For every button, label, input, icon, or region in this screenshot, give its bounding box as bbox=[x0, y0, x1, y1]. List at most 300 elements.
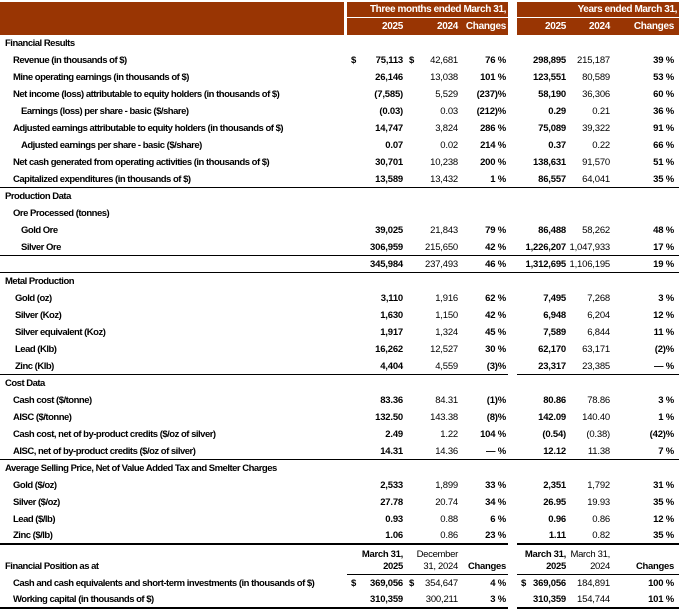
group-gap bbox=[508, 154, 517, 171]
section-row bbox=[0, 460, 679, 477]
col-header-q2025: 2025 bbox=[381, 21, 403, 32]
group-gap bbox=[508, 205, 517, 222]
value-text: 4 % bbox=[490, 578, 506, 589]
row-label: Capitalized expenditures (in thousands of $) bbox=[0, 171, 347, 188]
data-row bbox=[0, 86, 679, 103]
value-text: (212)% bbox=[476, 106, 506, 117]
value-cell bbox=[460, 443, 508, 460]
row-label: AISC, net of by-product credits ($/oz of silver) bbox=[0, 443, 347, 460]
value-text: (1)% bbox=[486, 395, 506, 406]
group-gap bbox=[508, 290, 517, 307]
value-cell bbox=[347, 494, 405, 511]
value-cell bbox=[568, 494, 612, 511]
value-text: 12 % bbox=[653, 310, 674, 321]
value-cell bbox=[612, 239, 679, 256]
value-cell bbox=[460, 409, 508, 426]
value-cell bbox=[568, 256, 612, 273]
col-header-q2024: 2024 bbox=[436, 21, 458, 32]
row-label: Silver ($/oz) bbox=[13, 497, 60, 508]
section-row bbox=[0, 35, 679, 52]
value-text: 26,146 bbox=[375, 72, 403, 83]
value-cell bbox=[568, 592, 612, 609]
value-cell bbox=[460, 392, 508, 409]
row-label: Mine operating earnings (in thousands of $) bbox=[13, 72, 189, 83]
value-text: (7,585) bbox=[374, 89, 403, 100]
value-text: 26.95 bbox=[543, 497, 566, 508]
value-cell bbox=[405, 86, 460, 103]
fp-col-line: December bbox=[416, 549, 458, 560]
value-cell bbox=[405, 290, 460, 307]
value-text: 0.03 bbox=[440, 106, 458, 117]
value-text: 123,551 bbox=[533, 72, 566, 83]
value-cell bbox=[568, 477, 612, 494]
value-cell bbox=[405, 171, 460, 188]
data-row bbox=[0, 222, 679, 239]
value-cell bbox=[517, 290, 568, 307]
row-label: Cash cost ($/tonne) bbox=[13, 395, 92, 406]
value-cell bbox=[347, 290, 405, 307]
value-text: — % bbox=[486, 445, 506, 457]
value-cell bbox=[460, 239, 508, 256]
value-cell bbox=[405, 324, 460, 341]
value-cell bbox=[568, 392, 612, 409]
value-cell bbox=[517, 443, 568, 460]
row-label bbox=[0, 256, 347, 273]
value-text: 4,404 bbox=[380, 360, 403, 372]
value-text: 3 % bbox=[658, 395, 674, 406]
row-label: Gold (oz) bbox=[15, 293, 52, 304]
data-row bbox=[0, 137, 679, 154]
data-row bbox=[0, 494, 679, 511]
header-group-quarter bbox=[347, 2, 508, 35]
value-cell bbox=[347, 392, 405, 409]
value-cell bbox=[405, 358, 460, 375]
value-cell bbox=[517, 592, 568, 609]
value-cell bbox=[460, 290, 508, 307]
row-label: Silver Ore bbox=[0, 239, 347, 256]
value-text: 310,359 bbox=[533, 594, 566, 605]
value-text: 19 % bbox=[653, 258, 674, 270]
value-cell bbox=[347, 222, 405, 239]
value-cell bbox=[460, 511, 508, 528]
value-cell bbox=[517, 426, 568, 443]
value-text: 7,495 bbox=[543, 293, 566, 304]
value-cell bbox=[568, 69, 612, 86]
data-row bbox=[0, 103, 679, 120]
value-text: 6,948 bbox=[543, 310, 566, 321]
value-cell bbox=[612, 528, 679, 545]
value-text: 4,559 bbox=[435, 360, 458, 372]
value-text: 1,226,207 bbox=[525, 241, 566, 253]
value-cell bbox=[517, 137, 568, 154]
value-text: 3,110 bbox=[380, 293, 403, 304]
value-cell bbox=[460, 103, 508, 120]
value-cell bbox=[612, 103, 679, 120]
value-text: 0.82 bbox=[592, 530, 610, 541]
value-text: 2,351 bbox=[543, 480, 566, 491]
financial-position-body bbox=[0, 575, 679, 609]
value-cell bbox=[517, 103, 568, 120]
value-cell bbox=[612, 409, 679, 426]
value-text: 2,533 bbox=[380, 480, 403, 491]
value-text: (8)% bbox=[486, 412, 506, 423]
group-gap bbox=[508, 443, 517, 460]
value-text: 0.88 bbox=[440, 514, 458, 525]
value-text: 100 % bbox=[648, 578, 674, 589]
value-text: 91,570 bbox=[582, 157, 610, 168]
value-text: 86,488 bbox=[538, 225, 566, 236]
value-cell bbox=[568, 290, 612, 307]
value-text: 10,238 bbox=[430, 157, 458, 168]
value-text: 79 % bbox=[485, 225, 506, 236]
value-cell bbox=[347, 171, 405, 188]
section-row bbox=[0, 188, 679, 205]
value-text: 1,047,933 bbox=[569, 241, 610, 253]
value-text: 64,041 bbox=[582, 173, 610, 185]
fp-col-qchanges bbox=[460, 545, 508, 575]
value-text: 23 % bbox=[485, 530, 506, 541]
value-cell bbox=[612, 171, 679, 188]
row-label: AISC ($/tonne) bbox=[13, 412, 72, 423]
group-gap bbox=[508, 545, 517, 575]
value-cell bbox=[568, 575, 612, 592]
value-cell bbox=[405, 307, 460, 324]
value-text: 80,589 bbox=[582, 72, 610, 83]
value-cell bbox=[568, 171, 612, 188]
value-cell bbox=[405, 592, 460, 609]
value-text: (2)% bbox=[654, 344, 674, 355]
col-header-ychanges: Changes bbox=[633, 21, 674, 32]
value-cell bbox=[347, 341, 405, 358]
value-cell bbox=[517, 120, 568, 137]
value-cell bbox=[612, 137, 679, 154]
value-text: 39,025 bbox=[375, 225, 403, 236]
group-gap bbox=[508, 137, 517, 154]
year-group-title: Years ended March 31, bbox=[517, 2, 679, 18]
value-cell bbox=[460, 52, 508, 69]
value-cell bbox=[460, 477, 508, 494]
value-cell bbox=[568, 341, 612, 358]
value-cell bbox=[517, 222, 568, 239]
value-cell bbox=[612, 52, 679, 69]
value-text: 1.11 bbox=[548, 530, 566, 541]
value-text: 86,557 bbox=[538, 173, 566, 185]
value-text: 3 % bbox=[658, 293, 674, 304]
value-text: 3,824 bbox=[435, 123, 458, 134]
value-cell bbox=[612, 392, 679, 409]
value-cell bbox=[568, 137, 612, 154]
value-text: 369,056 bbox=[370, 578, 403, 589]
fp-col-line: Changes bbox=[467, 561, 506, 572]
value-text: 14,747 bbox=[375, 123, 403, 134]
value-cell bbox=[405, 239, 460, 256]
data-row bbox=[0, 358, 679, 375]
value-text: 214 % bbox=[480, 140, 506, 151]
value-cell bbox=[405, 426, 460, 443]
value-text: (0.38) bbox=[586, 429, 610, 440]
value-cell bbox=[347, 120, 405, 137]
value-text: 17 % bbox=[653, 241, 674, 253]
value-cell bbox=[405, 575, 460, 592]
group-gap bbox=[508, 358, 517, 375]
value-text: 45 % bbox=[485, 327, 506, 338]
value-cell bbox=[517, 511, 568, 528]
value-cell bbox=[517, 575, 568, 592]
value-cell bbox=[568, 511, 612, 528]
value-cell bbox=[405, 120, 460, 137]
value-cell bbox=[347, 205, 405, 222]
value-text: 13,038 bbox=[430, 72, 458, 83]
row-label: Gold Ore bbox=[21, 225, 58, 236]
value-text: 21,843 bbox=[430, 225, 458, 236]
value-text: 0.07 bbox=[385, 140, 403, 151]
value-cell bbox=[517, 341, 568, 358]
table-header-band bbox=[0, 2, 679, 35]
row-label: Working capital (in thousands of $) bbox=[0, 592, 347, 609]
row-label: Gold ($/oz) bbox=[13, 480, 57, 491]
value-cell bbox=[568, 409, 612, 426]
value-text: 6 % bbox=[490, 514, 506, 525]
value-cell bbox=[517, 86, 568, 103]
group-gap bbox=[508, 307, 517, 324]
value-text: 6,204 bbox=[587, 310, 610, 321]
value-cell bbox=[517, 392, 568, 409]
value-text: 11.38 bbox=[587, 445, 610, 457]
value-text: 27.78 bbox=[380, 497, 403, 508]
value-cell bbox=[347, 426, 405, 443]
value-text: 34 % bbox=[485, 497, 506, 508]
data-row bbox=[0, 575, 679, 592]
value-text: 1 % bbox=[490, 173, 506, 185]
fp-col-line: March 31, bbox=[570, 549, 610, 560]
group-gap bbox=[508, 120, 517, 137]
row-label: Silver (Koz) bbox=[15, 310, 62, 321]
value-cell bbox=[405, 409, 460, 426]
value-text: 36,306 bbox=[582, 89, 610, 100]
value-text: 30 % bbox=[485, 344, 506, 355]
value-text: 35 % bbox=[653, 530, 674, 541]
value-text: 1,106,195 bbox=[569, 258, 610, 270]
group-gap bbox=[508, 426, 517, 443]
value-cell bbox=[612, 494, 679, 511]
value-text: 3 % bbox=[490, 594, 506, 605]
group-gap bbox=[508, 341, 517, 358]
value-text: 58,190 bbox=[538, 89, 566, 100]
value-cell bbox=[405, 494, 460, 511]
value-text: 13,432 bbox=[430, 173, 458, 185]
value-text: 1,917 bbox=[380, 327, 403, 338]
value-cell bbox=[460, 171, 508, 188]
value-cell bbox=[460, 324, 508, 341]
value-text: 310,359 bbox=[370, 594, 403, 605]
value-cell bbox=[405, 205, 460, 222]
value-cell bbox=[517, 52, 568, 69]
value-text: 0.02 bbox=[440, 140, 458, 151]
value-cell bbox=[517, 256, 568, 273]
value-text: 42 % bbox=[485, 310, 506, 321]
value-cell bbox=[460, 205, 508, 222]
value-cell bbox=[460, 494, 508, 511]
value-text: 7,268 bbox=[587, 293, 610, 304]
header-label-area bbox=[0, 2, 344, 35]
data-row bbox=[0, 205, 679, 222]
value-cell bbox=[347, 69, 405, 86]
value-text: 1,916 bbox=[435, 293, 458, 304]
value-cell bbox=[568, 120, 612, 137]
value-cell bbox=[347, 86, 405, 103]
data-row bbox=[0, 477, 679, 494]
financial-position-header bbox=[0, 545, 679, 575]
value-cell bbox=[460, 575, 508, 592]
group-gap bbox=[508, 239, 517, 256]
value-text: 1.22 bbox=[440, 429, 458, 440]
value-cell bbox=[460, 528, 508, 545]
value-text: 60 % bbox=[653, 89, 674, 100]
value-cell bbox=[612, 341, 679, 358]
value-text: 12 % bbox=[653, 514, 674, 525]
data-row bbox=[0, 341, 679, 358]
group-gap bbox=[508, 477, 517, 494]
row-label: Adjusted earnings attributable to equity holders (in thousands of $) bbox=[13, 123, 284, 134]
value-text: — % bbox=[654, 360, 674, 372]
value-text: 53 % bbox=[653, 72, 674, 83]
value-text: 138,631 bbox=[533, 157, 566, 168]
value-text: 42,681 bbox=[430, 55, 458, 66]
value-cell bbox=[347, 409, 405, 426]
row-label: Revenue (in thousands of $) bbox=[13, 55, 127, 66]
currency-symbol: $ bbox=[409, 55, 415, 66]
row-label: Earnings (loss) per share - basic ($/share) bbox=[21, 106, 189, 117]
value-cell bbox=[517, 477, 568, 494]
value-text: 13,589 bbox=[375, 173, 403, 185]
value-cell bbox=[347, 154, 405, 171]
value-text: 1,324 bbox=[435, 327, 458, 338]
fp-col-q2025 bbox=[347, 545, 405, 575]
value-cell bbox=[568, 239, 612, 256]
value-cell bbox=[517, 358, 568, 375]
value-text: 132.50 bbox=[375, 412, 403, 423]
data-row bbox=[0, 171, 679, 188]
value-cell bbox=[517, 154, 568, 171]
value-text: 0.21 bbox=[592, 106, 610, 117]
value-text: 14.36 bbox=[435, 445, 458, 457]
col-header-y2024: 2024 bbox=[588, 21, 610, 32]
value-text: 36 % bbox=[653, 106, 674, 117]
value-text: 80.86 bbox=[543, 395, 566, 406]
value-text: 6,844 bbox=[587, 327, 610, 338]
value-cell bbox=[612, 222, 679, 239]
value-cell bbox=[405, 528, 460, 545]
section-label: Cost Data bbox=[5, 378, 45, 389]
value-text: 154,744 bbox=[577, 594, 610, 605]
value-cell bbox=[517, 239, 568, 256]
value-cell bbox=[517, 494, 568, 511]
value-text: 30,701 bbox=[375, 157, 403, 168]
row-label: Cash cost, net of by-product credits ($/oz of silver) bbox=[13, 429, 216, 440]
value-text: 19.93 bbox=[587, 497, 610, 508]
group-gap bbox=[508, 69, 517, 86]
value-text: (237)% bbox=[476, 89, 506, 100]
value-text: 91 % bbox=[653, 123, 674, 134]
value-text: 104 % bbox=[480, 429, 506, 440]
value-text: 140.40 bbox=[582, 412, 610, 423]
value-cell bbox=[612, 443, 679, 460]
group-gap bbox=[508, 511, 517, 528]
group-gap bbox=[508, 222, 517, 239]
value-text: 75,113 bbox=[375, 55, 403, 66]
data-row bbox=[0, 324, 679, 341]
value-cell bbox=[517, 69, 568, 86]
table-body bbox=[0, 35, 679, 545]
value-cell bbox=[347, 575, 405, 592]
value-text: 298,895 bbox=[533, 55, 566, 66]
value-cell bbox=[568, 307, 612, 324]
quarter-subheaders bbox=[347, 18, 508, 35]
value-cell bbox=[612, 86, 679, 103]
value-text: 75,089 bbox=[538, 123, 566, 134]
value-text: 58,262 bbox=[582, 225, 610, 236]
value-cell bbox=[517, 409, 568, 426]
value-cell bbox=[405, 137, 460, 154]
value-cell bbox=[347, 528, 405, 545]
value-text: 39,322 bbox=[582, 123, 610, 134]
group-gap bbox=[508, 494, 517, 511]
data-row bbox=[0, 290, 679, 307]
value-text: 5,529 bbox=[435, 89, 458, 100]
value-text: 12.12 bbox=[543, 445, 566, 457]
financial-results-table bbox=[0, 2, 679, 613]
data-row bbox=[0, 69, 679, 86]
value-text: 300,211 bbox=[425, 594, 458, 605]
value-cell bbox=[460, 120, 508, 137]
value-text: 23,317 bbox=[538, 360, 566, 372]
value-text: 215,650 bbox=[425, 241, 458, 253]
group-gap bbox=[508, 575, 517, 592]
value-cell bbox=[568, 154, 612, 171]
header-group-year bbox=[517, 2, 679, 35]
value-text: 78.86 bbox=[587, 395, 610, 406]
fp-col-line: March 31, bbox=[524, 549, 566, 560]
group-gap bbox=[508, 392, 517, 409]
value-cell bbox=[568, 324, 612, 341]
value-cell bbox=[405, 52, 460, 69]
row-label: Lead ($/lb) bbox=[13, 514, 56, 525]
currency-symbol: $ bbox=[521, 578, 527, 589]
row-label: Cash and cash equivalents and short-term investments (in thousands of $) bbox=[13, 578, 315, 589]
value-text: 215,187 bbox=[577, 55, 610, 66]
value-text: 286 % bbox=[480, 123, 506, 134]
value-cell bbox=[612, 575, 679, 592]
fp-col-line: Changes bbox=[635, 561, 674, 572]
currency-symbol: $ bbox=[409, 578, 415, 589]
data-row bbox=[0, 392, 679, 409]
financial-position-title: Financial Position as at bbox=[5, 561, 99, 572]
value-cell bbox=[612, 307, 679, 324]
value-cell bbox=[460, 256, 508, 273]
value-text: 7,589 bbox=[543, 327, 566, 338]
value-text: 83.36 bbox=[380, 395, 403, 406]
header-group-gap bbox=[508, 2, 517, 35]
group-gap bbox=[508, 256, 517, 273]
value-cell bbox=[612, 477, 679, 494]
section-row bbox=[0, 273, 679, 290]
fp-col-line: 2025 bbox=[383, 561, 403, 572]
value-cell bbox=[612, 511, 679, 528]
value-cell bbox=[347, 477, 405, 494]
group-gap bbox=[508, 324, 517, 341]
value-cell bbox=[347, 256, 405, 273]
value-cell bbox=[460, 154, 508, 171]
